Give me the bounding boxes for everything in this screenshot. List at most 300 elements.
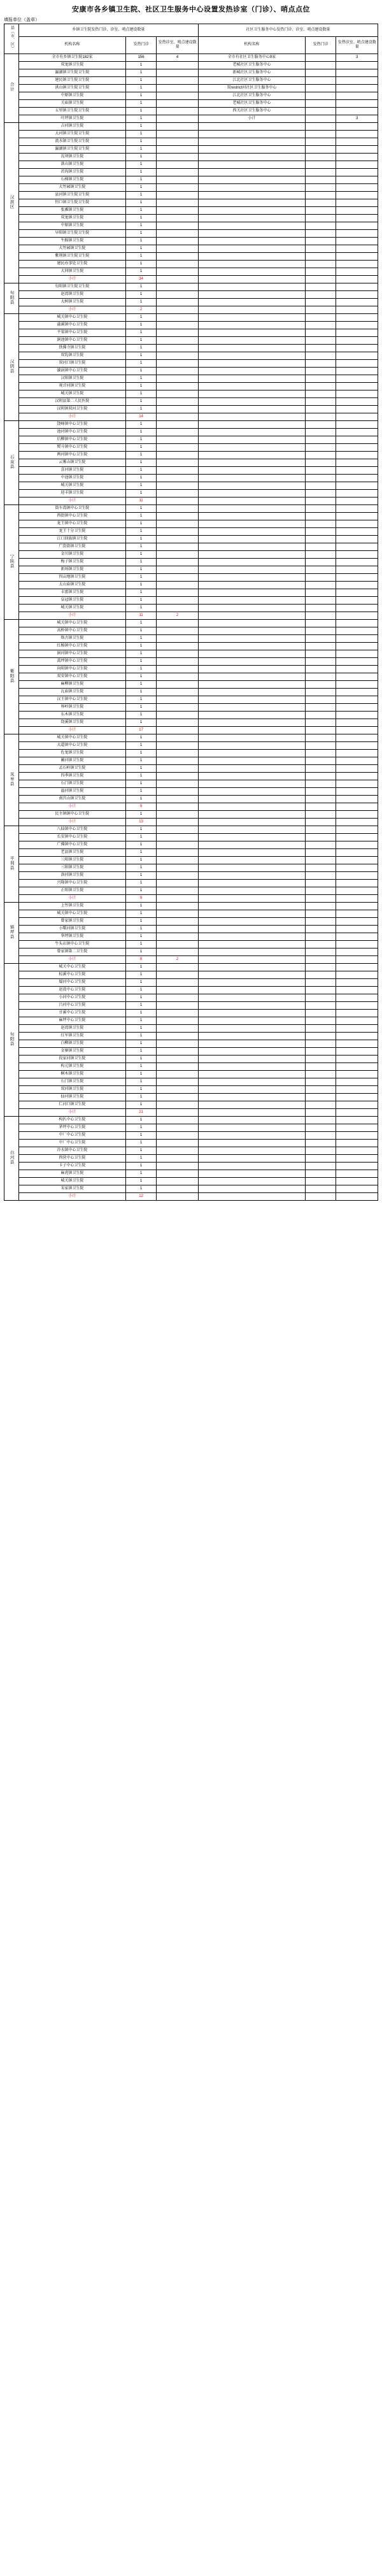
community-count-cell bbox=[305, 634, 336, 642]
community-build-cell bbox=[336, 130, 378, 138]
township-count-cell: 34 bbox=[125, 275, 156, 283]
township-build-cell bbox=[157, 420, 199, 428]
table-row bbox=[4, 1024, 378, 1032]
township-build-cell bbox=[157, 1040, 199, 1047]
org-name-cell: 迎丰镇卫生院 bbox=[18, 489, 125, 497]
community-name-cell: 江北社区卫生服务中心 bbox=[198, 92, 305, 99]
community-build-cell bbox=[336, 711, 378, 719]
community-name-cell bbox=[198, 199, 305, 206]
township-build-cell bbox=[157, 1162, 199, 1170]
header-community-name: 机构名称 bbox=[198, 36, 305, 54]
community-count-cell bbox=[305, 764, 336, 772]
community-build-cell bbox=[336, 604, 378, 612]
community-count-cell bbox=[305, 1032, 336, 1040]
community-name-cell bbox=[198, 665, 305, 673]
community-count-cell bbox=[305, 466, 336, 474]
community-name-cell bbox=[198, 275, 305, 283]
community-name-cell bbox=[198, 359, 305, 367]
township-count-cell: 9 bbox=[125, 803, 156, 810]
township-build-cell bbox=[157, 810, 199, 818]
community-name-cell bbox=[198, 841, 305, 848]
community-name-cell bbox=[198, 1154, 305, 1162]
org-name-cell: 麻虎镇卫生院 bbox=[18, 1170, 125, 1177]
community-build-cell bbox=[336, 772, 378, 780]
org-name-cell: 全市有乡镇卫生院182家 bbox=[18, 54, 125, 61]
community-build-cell bbox=[336, 871, 378, 879]
community-count-cell bbox=[305, 848, 336, 856]
township-count-cell: 1 bbox=[125, 107, 156, 115]
township-build-cell bbox=[157, 680, 199, 688]
community-name-cell bbox=[198, 1185, 305, 1192]
community-name-cell bbox=[198, 520, 305, 527]
township-build-cell bbox=[157, 589, 199, 596]
org-name-cell: 石梯镇卫生院 bbox=[18, 176, 125, 183]
community-count-cell bbox=[305, 283, 336, 290]
table-row bbox=[4, 596, 378, 604]
township-count-cell: 1 bbox=[125, 237, 156, 245]
table-row bbox=[4, 1009, 378, 1017]
community-build-cell bbox=[336, 413, 378, 420]
org-name-cell: 大河镇卫生院卫生院 bbox=[18, 130, 125, 138]
township-build-cell bbox=[157, 1085, 199, 1093]
county-name: 旬阳县 bbox=[9, 290, 14, 305]
township-count-cell: 1 bbox=[125, 138, 156, 145]
township-count-cell: 13 bbox=[125, 818, 156, 826]
community-name-cell: 小计 bbox=[198, 115, 305, 122]
org-name-cell: 中厂中心卫生院 bbox=[18, 1139, 125, 1147]
community-build-cell bbox=[336, 1032, 378, 1040]
community-count-cell bbox=[305, 619, 336, 627]
community-build-cell bbox=[336, 619, 378, 627]
community-count-cell bbox=[305, 504, 336, 512]
township-count-cell: 1 bbox=[125, 948, 156, 955]
community-build-cell bbox=[336, 818, 378, 826]
org-name-cell: 曾家镇卫生院 bbox=[18, 917, 125, 925]
community-name-cell bbox=[198, 1070, 305, 1078]
community-count-cell bbox=[305, 948, 336, 955]
community-build-cell bbox=[336, 84, 378, 92]
table-row bbox=[4, 673, 378, 680]
table-row bbox=[4, 772, 378, 780]
community-build-cell bbox=[336, 1047, 378, 1055]
community-count-cell bbox=[305, 719, 336, 726]
table-row bbox=[4, 260, 378, 268]
community-count-cell bbox=[305, 1009, 336, 1017]
org-name-cell: 双龙镇卫生院 bbox=[18, 61, 125, 69]
township-build-cell bbox=[157, 168, 199, 176]
org-name-cell: 界岭镇卫生院 bbox=[18, 703, 125, 711]
community-count-cell bbox=[305, 222, 336, 229]
township-build-cell bbox=[157, 229, 199, 237]
org-name-cell: 牛蹄镇卫生院 bbox=[18, 237, 125, 245]
org-name-cell: 筒车湾镇中心卫生院 bbox=[18, 504, 125, 512]
county-side-label bbox=[4, 902, 19, 963]
county-name: 宁陕县 bbox=[9, 554, 14, 569]
township-count-cell: 1 bbox=[125, 848, 156, 856]
table-row bbox=[4, 986, 378, 994]
township-count-cell: 1 bbox=[125, 535, 156, 543]
community-count-cell bbox=[305, 833, 336, 841]
township-count-cell: 1 bbox=[125, 1116, 156, 1124]
township-build-cell bbox=[157, 489, 199, 497]
community-count-cell bbox=[305, 856, 336, 864]
table-row bbox=[4, 84, 378, 92]
township-count-cell: 1 bbox=[125, 879, 156, 887]
township-build-cell bbox=[157, 994, 199, 1001]
township-build-cell bbox=[157, 428, 199, 436]
org-name-cell: 洛河镇卫生院 bbox=[18, 871, 125, 879]
township-count-cell: 1 bbox=[125, 482, 156, 489]
community-count-cell bbox=[305, 612, 336, 619]
community-name-cell bbox=[198, 940, 305, 948]
community-count-cell bbox=[305, 153, 336, 161]
community-name-cell: 新城社区卫生服务中心 bbox=[198, 69, 305, 76]
community-count-cell bbox=[305, 803, 336, 810]
table-row bbox=[4, 734, 378, 741]
table-row bbox=[4, 1185, 378, 1192]
community-build-cell bbox=[336, 527, 378, 535]
community-build-cell bbox=[336, 642, 378, 650]
table-row bbox=[4, 917, 378, 925]
community-build-cell bbox=[336, 703, 378, 711]
community-count-cell bbox=[305, 650, 336, 657]
table-row bbox=[4, 1093, 378, 1101]
township-build-cell bbox=[157, 482, 199, 489]
township-build-cell bbox=[157, 772, 199, 780]
community-build-cell bbox=[336, 61, 378, 69]
community-count-cell bbox=[305, 1017, 336, 1024]
community-count-cell bbox=[305, 290, 336, 298]
community-name-cell bbox=[198, 214, 305, 222]
township-count-cell: 1 bbox=[125, 459, 156, 466]
township-count-cell: 17 bbox=[125, 726, 156, 734]
org-name-cell: 中厂中心卫生院 bbox=[18, 1131, 125, 1139]
township-count-cell: 1 bbox=[125, 504, 156, 512]
table-row bbox=[4, 115, 378, 122]
county-side-label bbox=[4, 619, 19, 734]
community-build-cell bbox=[336, 963, 378, 971]
township-build-cell bbox=[157, 443, 199, 451]
table-row bbox=[4, 199, 378, 206]
community-build-cell bbox=[336, 497, 378, 504]
community-count-cell bbox=[305, 642, 336, 650]
township-count-cell: 1 bbox=[125, 627, 156, 634]
community-build-cell bbox=[336, 734, 378, 741]
community-build-cell bbox=[336, 589, 378, 596]
community-count-cell bbox=[305, 1001, 336, 1009]
community-build-cell bbox=[336, 1055, 378, 1063]
table-row bbox=[4, 512, 378, 520]
page-title: 安康市各乡镇卫生院、社区卫生服务中心设置发热诊室（门诊）、哨点点位 bbox=[72, 6, 310, 13]
township-build-cell bbox=[157, 122, 199, 130]
community-build-cell bbox=[336, 879, 378, 887]
table-row bbox=[4, 527, 378, 535]
org-name-cell: 汉王镇中心卫生院 bbox=[18, 696, 125, 703]
community-build-cell bbox=[336, 466, 378, 474]
table-row bbox=[4, 466, 378, 474]
community-build-cell bbox=[336, 955, 378, 963]
table-row bbox=[4, 153, 378, 161]
org-name-cell: 洪山镇卫生院 bbox=[18, 161, 125, 168]
community-name-cell bbox=[198, 948, 305, 955]
community-count-cell bbox=[305, 787, 336, 795]
table-row bbox=[4, 359, 378, 367]
township-count-cell: 1 bbox=[125, 1024, 156, 1032]
township-build-cell bbox=[157, 1032, 199, 1040]
community-build-cell bbox=[336, 451, 378, 459]
table-row bbox=[4, 1101, 378, 1108]
township-build-cell bbox=[157, 99, 199, 107]
community-count-cell bbox=[305, 925, 336, 933]
community-count-cell bbox=[305, 696, 336, 703]
org-name-cell: 绕溪镇卫生院 bbox=[18, 719, 125, 726]
community-name-cell bbox=[198, 298, 305, 306]
community-build-cell bbox=[336, 1101, 378, 1108]
township-build-cell bbox=[157, 497, 199, 504]
township-build-cell bbox=[157, 1024, 199, 1032]
community-count-cell bbox=[305, 887, 336, 894]
community-build-cell bbox=[336, 810, 378, 818]
org-name-cell: 孟石岭镇卫生院 bbox=[18, 764, 125, 772]
table-row bbox=[4, 558, 378, 566]
community-build-cell bbox=[336, 856, 378, 864]
township-build-cell bbox=[157, 84, 199, 92]
community-name-cell bbox=[198, 306, 305, 313]
community-name-cell bbox=[198, 260, 305, 268]
township-build-cell bbox=[157, 298, 199, 306]
org-name-cell: 冷水镇中心卫生院 bbox=[18, 1147, 125, 1154]
community-name-cell bbox=[198, 497, 305, 504]
township-build-cell bbox=[157, 1170, 199, 1177]
community-build-cell bbox=[336, 428, 378, 436]
community-name-cell bbox=[198, 795, 305, 803]
community-build-cell bbox=[336, 887, 378, 894]
community-count-cell bbox=[305, 741, 336, 749]
org-name-cell: 红椿镇中心卫生院 bbox=[18, 642, 125, 650]
community-count-cell bbox=[305, 604, 336, 612]
community-count-cell bbox=[305, 352, 336, 359]
township-count-cell: 1 bbox=[125, 290, 156, 298]
township-build-cell bbox=[157, 787, 199, 795]
table-row bbox=[4, 665, 378, 673]
community-name-cell bbox=[198, 527, 305, 535]
community-count-cell bbox=[305, 1085, 336, 1093]
township-count-cell: 1 bbox=[125, 405, 156, 413]
subtotal-row bbox=[4, 413, 378, 420]
community-count-cell bbox=[305, 1139, 336, 1147]
township-count-cell: 1 bbox=[125, 581, 156, 589]
community-build-cell bbox=[336, 925, 378, 933]
community-name-cell bbox=[198, 344, 305, 352]
org-name-cell: 四亩地镇卫生院 bbox=[18, 573, 125, 581]
community-name-cell bbox=[198, 780, 305, 787]
community-name-cell bbox=[198, 245, 305, 252]
community-count-cell bbox=[305, 1070, 336, 1078]
township-count-cell: 1 bbox=[125, 1032, 156, 1040]
county-side-label bbox=[4, 54, 19, 122]
township-build-cell bbox=[157, 474, 199, 482]
subtotal-row bbox=[4, 275, 378, 283]
township-count-cell: 1 bbox=[125, 245, 156, 252]
table-row bbox=[4, 1085, 378, 1093]
township-build-cell bbox=[157, 1177, 199, 1185]
township-count-cell: 1 bbox=[125, 1170, 156, 1177]
community-build-cell bbox=[336, 1139, 378, 1147]
community-count-cell bbox=[305, 84, 336, 92]
table-row bbox=[4, 183, 378, 191]
community-name-cell bbox=[198, 833, 305, 841]
township-count-cell: 1 bbox=[125, 1154, 156, 1162]
org-name-cell: 八仙镇中心卫生院 bbox=[18, 826, 125, 833]
table-row bbox=[4, 397, 378, 405]
township-count-cell: 1 bbox=[125, 589, 156, 596]
table-row bbox=[4, 352, 378, 359]
community-name-cell bbox=[198, 443, 305, 451]
org-name-cell: 两河镇中心卫生院 bbox=[18, 451, 125, 459]
table-row bbox=[4, 474, 378, 482]
township-count-cell: 1 bbox=[125, 1078, 156, 1085]
community-count-cell bbox=[305, 589, 336, 596]
community-name-cell bbox=[198, 818, 305, 826]
community-build-cell bbox=[336, 306, 378, 313]
community-build-cell bbox=[336, 92, 378, 99]
community-name-cell bbox=[198, 482, 305, 489]
community-count-cell bbox=[305, 268, 336, 275]
township-build-cell bbox=[157, 1154, 199, 1162]
community-count-cell bbox=[305, 397, 336, 405]
community-name-cell bbox=[198, 1017, 305, 1024]
township-count-cell: 1 bbox=[125, 787, 156, 795]
township-build-cell bbox=[157, 153, 199, 161]
township-build-cell bbox=[157, 1116, 199, 1124]
township-count-cell: 1 bbox=[125, 757, 156, 764]
township-count-cell: 1 bbox=[125, 176, 156, 183]
org-name-cell: 蒿坪镇中心卫生院 bbox=[18, 657, 125, 665]
community-name-cell bbox=[198, 925, 305, 933]
township-build-cell bbox=[157, 871, 199, 879]
community-count-cell bbox=[305, 1108, 336, 1116]
community-name-cell bbox=[198, 1063, 305, 1070]
org-name-cell: 沈坝镇卫生院 bbox=[18, 153, 125, 161]
community-build-cell bbox=[336, 245, 378, 252]
document-sheet bbox=[0, 5, 382, 1201]
community-name-cell bbox=[198, 1116, 305, 1124]
org-name-cell: 城关镇卫生院 bbox=[18, 482, 125, 489]
community-build-cell bbox=[336, 489, 378, 497]
community-build-cell bbox=[336, 803, 378, 810]
community-count-cell bbox=[305, 413, 336, 420]
table-row bbox=[4, 1147, 378, 1154]
community-build-cell bbox=[336, 688, 378, 696]
township-build-cell bbox=[157, 1131, 199, 1139]
township-build-cell bbox=[157, 199, 199, 206]
community-name-cell bbox=[198, 879, 305, 887]
table-row bbox=[4, 833, 378, 841]
township-build-cell bbox=[157, 925, 199, 933]
community-count-cell bbox=[305, 818, 336, 826]
org-name-cell: 溢河镇卫生院 bbox=[18, 787, 125, 795]
community-name-cell bbox=[198, 688, 305, 696]
table-row bbox=[4, 443, 378, 451]
county-side-label bbox=[4, 313, 19, 420]
org-name-cell: 石门镇卫生院 bbox=[18, 1078, 125, 1085]
community-count-cell bbox=[305, 1116, 336, 1124]
org-name-cell: 大竹园镇卫生院 bbox=[18, 245, 125, 252]
community-count-cell bbox=[305, 688, 336, 696]
org-name-cell: 麻坪中心卫生院 bbox=[18, 1017, 125, 1024]
community-name-cell bbox=[198, 459, 305, 466]
community-name-cell bbox=[198, 650, 305, 657]
community-name-cell bbox=[198, 1108, 305, 1116]
community-build-cell bbox=[336, 260, 378, 268]
org-name-cell: 民主镇镇中心卫生院 bbox=[18, 810, 125, 818]
table-row bbox=[4, 871, 378, 879]
community-count-cell bbox=[305, 726, 336, 734]
county-name: 镇坪县 bbox=[9, 924, 14, 940]
subtotal-row bbox=[4, 726, 378, 734]
community-build-cell bbox=[336, 894, 378, 902]
township-count-cell: 1 bbox=[125, 543, 156, 550]
township-count-cell: 1 bbox=[125, 619, 156, 627]
community-build-cell bbox=[336, 902, 378, 910]
community-count-cell bbox=[305, 229, 336, 237]
community-count-cell bbox=[305, 994, 336, 1001]
township-build-cell bbox=[157, 933, 199, 940]
township-build-cell bbox=[157, 550, 199, 558]
community-name-cell bbox=[198, 1093, 305, 1101]
org-name-cell: 西营中心卫生院 bbox=[18, 1154, 125, 1162]
community-name-cell bbox=[198, 734, 305, 741]
community-count-cell bbox=[305, 161, 336, 168]
org-name-cell: 铁佛寺镇卫生院 bbox=[18, 344, 125, 352]
community-count-cell bbox=[305, 122, 336, 130]
community-count-cell bbox=[305, 527, 336, 535]
community-count-cell bbox=[305, 963, 336, 971]
table-row bbox=[4, 925, 378, 933]
org-name-cell: 广货街镇卫生院 bbox=[18, 543, 125, 550]
township-build-cell bbox=[157, 978, 199, 986]
community-name-cell bbox=[198, 642, 305, 650]
township-count-cell: 1 bbox=[125, 680, 156, 688]
township-count-cell: 1 bbox=[125, 1055, 156, 1063]
township-count-cell: 12 bbox=[125, 1192, 156, 1200]
community-build-cell bbox=[336, 1185, 378, 1192]
community-name-cell bbox=[198, 757, 305, 764]
community-count-cell bbox=[305, 482, 336, 489]
table-subheader-row bbox=[4, 36, 378, 54]
township-count-cell: 1 bbox=[125, 933, 156, 940]
community-count-cell bbox=[305, 680, 336, 688]
community-count-cell bbox=[305, 734, 336, 741]
community-build-cell bbox=[336, 397, 378, 405]
community-build-cell bbox=[336, 795, 378, 803]
table-row bbox=[4, 696, 378, 703]
table-row bbox=[4, 107, 378, 115]
table-row bbox=[4, 138, 378, 145]
township-build-cell bbox=[157, 833, 199, 841]
table-row bbox=[4, 864, 378, 871]
township-count-cell: 1 bbox=[125, 810, 156, 818]
township-build-cell bbox=[157, 283, 199, 290]
org-name-cell: 城关镇卫生院 bbox=[18, 1177, 125, 1185]
community-build-cell bbox=[336, 367, 378, 375]
community-name-cell bbox=[198, 252, 305, 260]
township-build-cell bbox=[157, 986, 199, 994]
community-name-cell bbox=[198, 153, 305, 161]
community-build-cell bbox=[336, 1070, 378, 1078]
township-count-cell: 1 bbox=[125, 566, 156, 573]
community-name-cell bbox=[198, 887, 305, 894]
